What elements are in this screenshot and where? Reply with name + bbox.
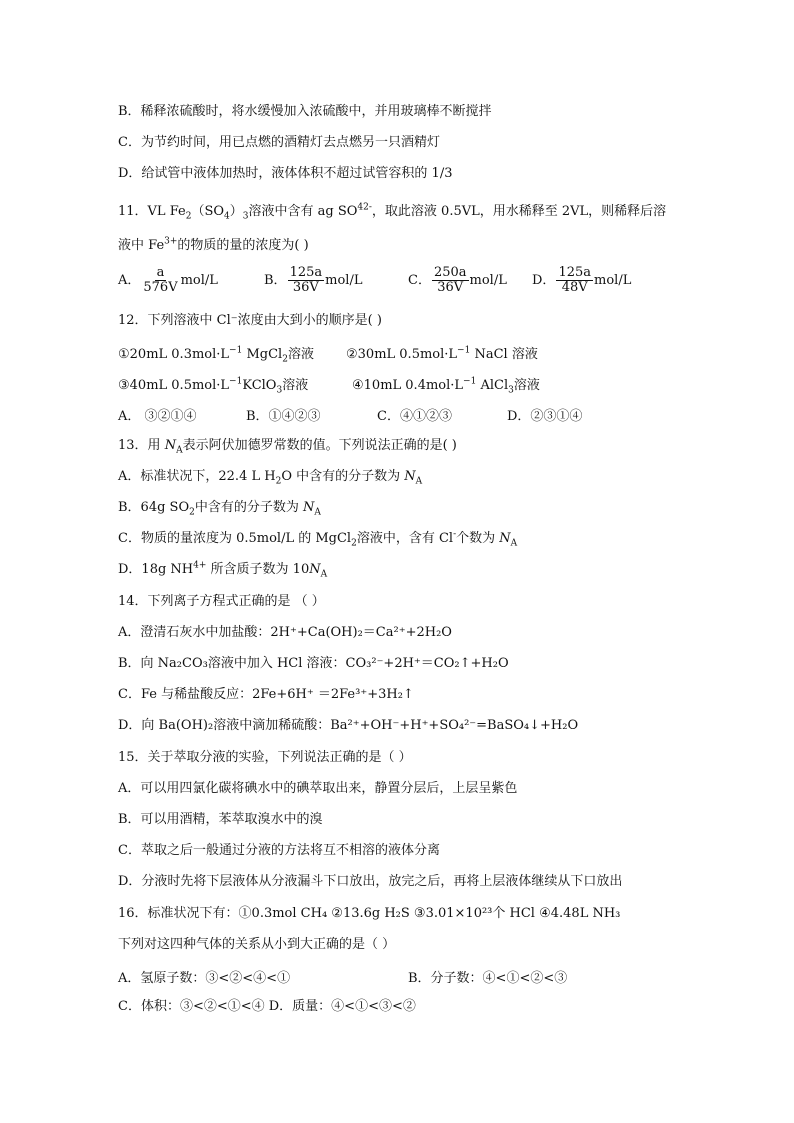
- q11-stem-line1: 11．VL $Fe_2(SO_4)_3$溶液中含有 ag $SO^{42-}$，取此溶液 0.5VL，用水稀释至 2VL，则稀释后溶: [118, 202, 667, 222]
- q10-option-d: D．给试管中液体加热时，液体体积不超过试管容积的 1/3: [118, 166, 453, 181]
- q16-stem-line2: 下列对这四种气体的关系从小到大正确的是（ ）: [118, 937, 396, 952]
- q12-option-a: A． ③②①④: [118, 409, 197, 424]
- q12-option-d: D．②③①④: [507, 409, 583, 424]
- q11-option-a: A． $\frac{a}{576V}$ mol/L: [118, 265, 218, 295]
- q10-option-b: B．稀释浓硫酸时，将水缓慢加入浓硫酸中，并用玻璃棒不断搅拌: [118, 104, 492, 119]
- q13-option-c: C．物质的量浓度为 0.5mol/L 的 MgCl$_2$溶液中，含有 Cl-个数为 $N_A$: [118, 529, 518, 549]
- q15-stem: 15．关于萃取分液的实验，下列说法正确的是（ ）: [118, 750, 412, 765]
- q15-option-c: C．萃取之后一般通过分液的方法将互不相溶的液体分离: [118, 843, 440, 858]
- q14-option-d: D．向 Ba(OH)₂溶液中滴加稀硫酸：Ba²⁺+OH⁻+H⁺+SO₄²⁻=BaSO₄↓+H₂O: [118, 718, 579, 733]
- q12-item-1: ①20mL $0.3mol\cdot L^{-1}$ MgCl$_2$溶液: [118, 345, 314, 365]
- q10-option-c: C．为节约时间，用已点燃的酒精灯去点燃另一只酒精灯: [118, 135, 440, 150]
- q16-stem-line1: 16．标准状况下有：①0.3mol CH₄ ②13.6g H₂S ③3.01×10²³个 HCl ④4.48L NH₃: [118, 906, 621, 921]
- q15-option-d: D．分液时先将下层液体从分液漏斗下口放出，放完之后，再将上层液体继续从下口放出: [118, 874, 623, 889]
- q14-option-b: B．向 Na₂CO₃溶液中加入 HCl 溶液：CO₃²⁻+2H⁺＝CO₂↑+H₂O: [118, 656, 509, 671]
- q13-option-d: D．18g $NH^{4+}$ 所含质子数为 $10N_A$: [118, 560, 328, 580]
- q15-option-b: B．可以用酒精，苯萃取溴水中的溴: [118, 812, 323, 827]
- q12-item-4: ④10mL $0.4mol\cdot L^{-1}$ AlCl$_3$溶液: [352, 376, 540, 396]
- q12-option-c: C．④①②③: [377, 409, 452, 424]
- q13-option-b: B．64g $SO_2$中含有的分子数为 $N_A$: [118, 500, 321, 518]
- q13-option-a: A．标准状况下，22.4 L $H_2O$ 中含有的分子数为 $N_A$: [118, 469, 423, 487]
- q11-option-b: B． $\frac{125a}{36V}$ mol/L: [264, 265, 363, 295]
- q16-option-a: A．氢原子数：③<②<④<①: [118, 971, 291, 986]
- q12-item-3: ③40mL $0.5mol\cdot L^{-1}KClO_3$溶液: [118, 376, 309, 396]
- q16-option-cd: C．体积：③<②<①<④ D．质量：④<①<③<②: [118, 999, 416, 1014]
- q14-option-a: A．澄清石灰水中加盐酸：2H⁺+Ca(OH)₂＝Ca²⁺+2H₂O: [118, 625, 452, 640]
- q11-option-d: D． $\frac{125a}{48V}$ mol/L: [532, 265, 632, 295]
- q13-stem: 13．用 $N_A$表示阿伏加德罗常数的值。下列说法正确的是( ): [118, 438, 457, 456]
- q16-option-b: B．分子数：④<①<②<③: [408, 971, 568, 986]
- q14-stem: 14．下列离子方程式正确的是 （ ）: [118, 594, 325, 609]
- q12-item-2: ②30mL $0.5mol\cdot L^{-1}$ NaCl 溶液: [346, 345, 538, 362]
- q14-option-c: C．Fe 与稀盐酸反应：2Fe+6H⁺ ＝2Fe³⁺+3H₂↑: [118, 687, 414, 702]
- q12-option-b: B．①④②③: [246, 409, 321, 424]
- q15-option-a: A．可以用四氯化碳将碘水中的碘萃取出来，静置分层后，上层呈紫色: [118, 781, 518, 796]
- q11-option-c: C． $\frac{250a}{36V}$ mol/L: [408, 265, 507, 295]
- q11-stem-line2: 液中 $Fe^{3+}$的物质的量的浓度为( ): [118, 236, 309, 253]
- q12-stem: 12．下列溶液中 Cl⁻浓度由大到小的顺序是( ): [118, 313, 382, 328]
